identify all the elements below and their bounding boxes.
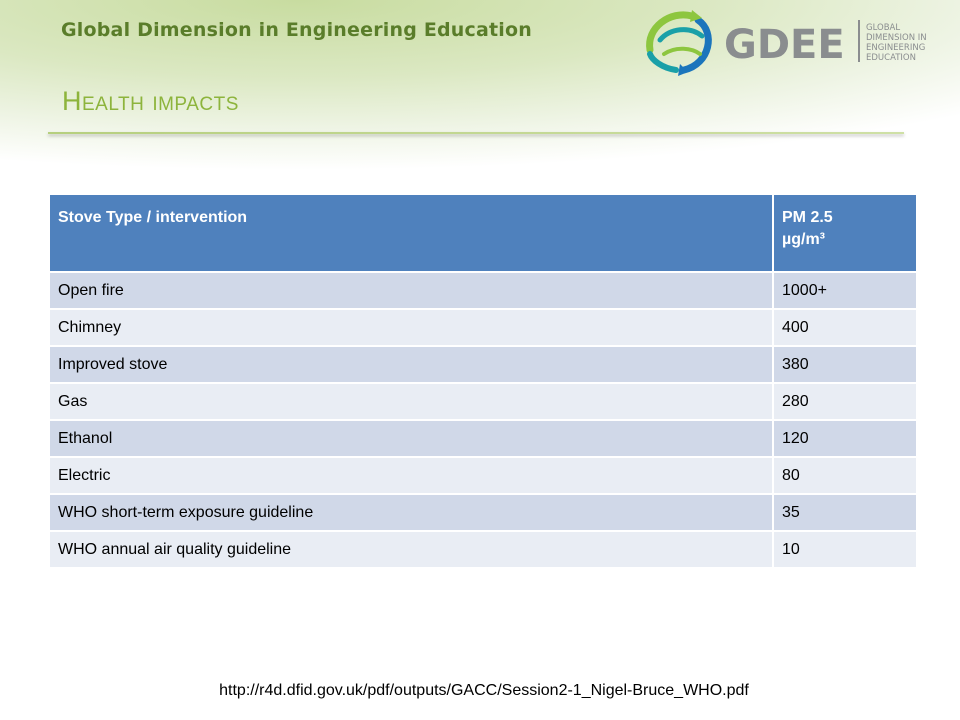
table-row: [49, 494, 917, 531]
gdee-logo: [640, 6, 940, 78]
pm-value-cell: 400: [773, 309, 917, 346]
source-footer: [0, 682, 960, 700]
logo-tagline-line-2: DIMENSION IN: [866, 33, 927, 43]
logo-tagline-line-3: ENGINEERING: [866, 43, 926, 53]
stove-type-cell: WHO short-term exposure guideline: [49, 494, 773, 531]
logo-tagline-line-4: EDUCATION: [866, 53, 916, 63]
stove-type-cell: Chimney: [49, 309, 773, 346]
slide-heading: Health impacts: [62, 86, 239, 116]
stove-type-cell: Gas: [49, 383, 773, 420]
header-pm25-unit: µg/m³: [782, 231, 825, 248]
pm-value-cell: 10: [773, 531, 917, 568]
table-header-row: [49, 194, 917, 272]
logo-divider: [858, 20, 860, 62]
table-row: [49, 383, 917, 420]
stove-type-cell: Ethanol: [49, 420, 773, 457]
pm-value-cell: 120: [773, 420, 917, 457]
globe-arrows-icon: [650, 10, 709, 76]
heading-divider: [48, 132, 904, 134]
header-pm25-label: PM 2.5: [782, 209, 833, 226]
table-row: [49, 420, 917, 457]
stove-type-cell: Electric: [49, 457, 773, 494]
banner-title: Global Dimension in Engineering Education: [61, 19, 532, 41]
pm25-table: [48, 193, 918, 569]
table-row: [49, 346, 917, 383]
stove-type-cell: WHO annual air quality guideline: [49, 531, 773, 568]
pm-value-cell: 1000+: [773, 272, 917, 309]
pm-value-cell: 35: [773, 494, 917, 531]
logo-wordmark: GDEE: [724, 22, 845, 68]
logo-tagline-line-1: GLOBAL: [866, 23, 901, 33]
table-row: [49, 457, 917, 494]
table-row: [49, 531, 917, 568]
header-pm25: [773, 194, 917, 272]
header-stove-type: Stove Type / intervention: [49, 194, 773, 272]
table-row: [49, 272, 917, 309]
pm-value-cell: 80: [773, 457, 917, 494]
table-row: [49, 309, 917, 346]
source-link[interactable]: http://r4d.dfid.gov.uk/pdf/outputs/GACC/Session2-1_Nigel-Bruce_WHO.pdf: [219, 682, 749, 699]
stove-type-cell: Open fire: [49, 272, 773, 309]
pm-value-cell: 380: [773, 346, 917, 383]
stove-type-cell: Improved stove: [49, 346, 773, 383]
pm-value-cell: 280: [773, 383, 917, 420]
